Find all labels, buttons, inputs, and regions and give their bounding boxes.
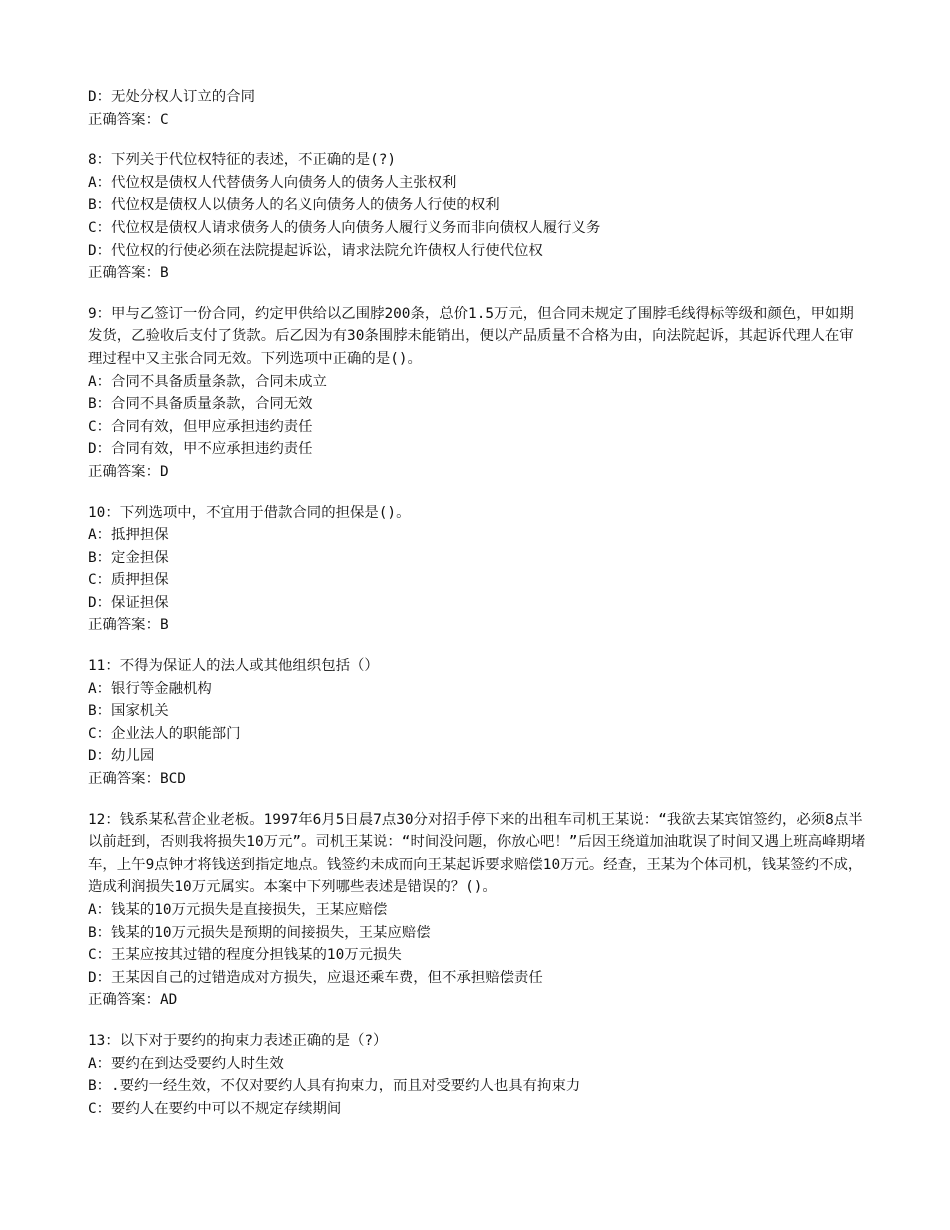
correct-answer: 正确答案：B xyxy=(88,617,169,634)
option-d: D：保证担保 xyxy=(88,594,169,611)
option-b: B：合同不具备质量条款，合同无效 xyxy=(88,396,313,413)
option-b: B：国家机关 xyxy=(88,703,169,720)
option-a: A：合同不具备质量条款，合同未成立 xyxy=(88,373,327,390)
option-a: A：银行等金融机构 xyxy=(88,680,212,697)
option-d: D：王某因自己的过错造成对方损失，应退还乘车费，但不承担赔偿责任 xyxy=(88,969,543,986)
option-c: C：王某应按其过错的程度分担钱某的10万元损失 xyxy=(88,947,402,964)
correct-answer: 正确答案：AD xyxy=(88,992,178,1009)
question-stem: 13：以下对于要约的拘束力表述正确的是（?） xyxy=(88,1032,388,1049)
option-d: D：代位权的行使必须在法院提起诉讼，请求法院允许债权人行使代位权 xyxy=(88,242,543,259)
question-12 xyxy=(88,809,868,1012)
option-d: D：合同有效，甲不应承担违约责任 xyxy=(88,441,313,458)
option-c: C：企业法人的职能部门 xyxy=(88,725,241,742)
question-stem: 12：钱系某私营企业老板。1997年6月5日晨7点30分对招手停下来的出租车司机王某说：“我欲去某宾馆签约，必须8点半以前赶到，否则我将损失10万元”。司机王某说：“时间没问题，你放心吧！”后因王绕道加油耽误了时间又遇上班高峰期堵车，上午9点钟才将钱送到指定地点。钱签约未成而向王某起诉要求赔偿10万元。经查，王某为个体司机，钱某签约不成，造成利润损失10万元属实。本案中下列哪些表述是错误的？()。 xyxy=(88,811,866,896)
option-b: B：钱某的10万元损失是预期的间接损失，王某应赔偿 xyxy=(88,924,431,941)
option-a: A：抵押担保 xyxy=(88,527,169,544)
question-stem: 8：下列关于代位权特征的表述，不正确的是(?) xyxy=(88,152,397,169)
option-c: C：质押担保 xyxy=(88,572,169,589)
option-d: D：幼儿园 xyxy=(88,748,155,765)
question-13 xyxy=(88,1030,868,1120)
option-a: A：代位权是债权人代替债务人向债务人的债务人主张权利 xyxy=(88,174,457,191)
option-b: B：代位权是债权人以债务人的名义向债务人的债务人行使的权利 xyxy=(88,197,500,214)
correct-answer: 正确答案：D xyxy=(88,463,169,480)
option-c: C：代位权是债权人请求债务人的债务人向债务人履行义务而非向债权人履行义务 xyxy=(88,219,601,236)
question-stem: 9：甲与乙签订一份合同，约定甲供给以乙围脖200条，总价1.5万元，但合同未规定了围脖毛线得标等级和颜色，甲如期发货，乙验收后支付了货款。后乙因为有30条围脖未能销出，便以产品质量不合格为由，向法院起诉，其起诉代理人在审理过程中又主张合同无效。下列选项中正确的是()。 xyxy=(88,305,854,367)
question-stem: 10：下列选项中，不宜用于借款合同的担保是()。 xyxy=(88,504,411,521)
option-b: B：定金担保 xyxy=(88,549,169,566)
option-c: C：要约人在要约中可以不规定存续期间 xyxy=(88,1100,342,1117)
question-10 xyxy=(88,502,868,638)
option-b: B：.要约一经生效，不仅对要约人具有拘束力，而且对受要约人也具有拘束力 xyxy=(88,1078,581,1095)
question-stem: 11：不得为保证人的法人或其他组织包括（） xyxy=(88,658,379,675)
correct-answer: 正确答案：B xyxy=(88,265,169,282)
option-c: C：合同有效，但甲应承担违约责任 xyxy=(88,418,313,435)
question-9 xyxy=(88,303,868,484)
option-a: A：要约在到达受要约人时生效 xyxy=(88,1055,284,1072)
correct-answer: 正确答案：BCD xyxy=(88,771,186,788)
question-8 xyxy=(88,149,868,285)
option-a: A：钱某的10万元损失是直接损失，王某应赔偿 xyxy=(88,902,388,918)
document-page xyxy=(88,86,868,1120)
question-7-tail xyxy=(88,86,868,131)
option-d: D：无处分权人订立的合同 xyxy=(88,89,255,105)
correct-answer: 正确答案：C xyxy=(88,111,169,128)
question-11 xyxy=(88,655,868,791)
